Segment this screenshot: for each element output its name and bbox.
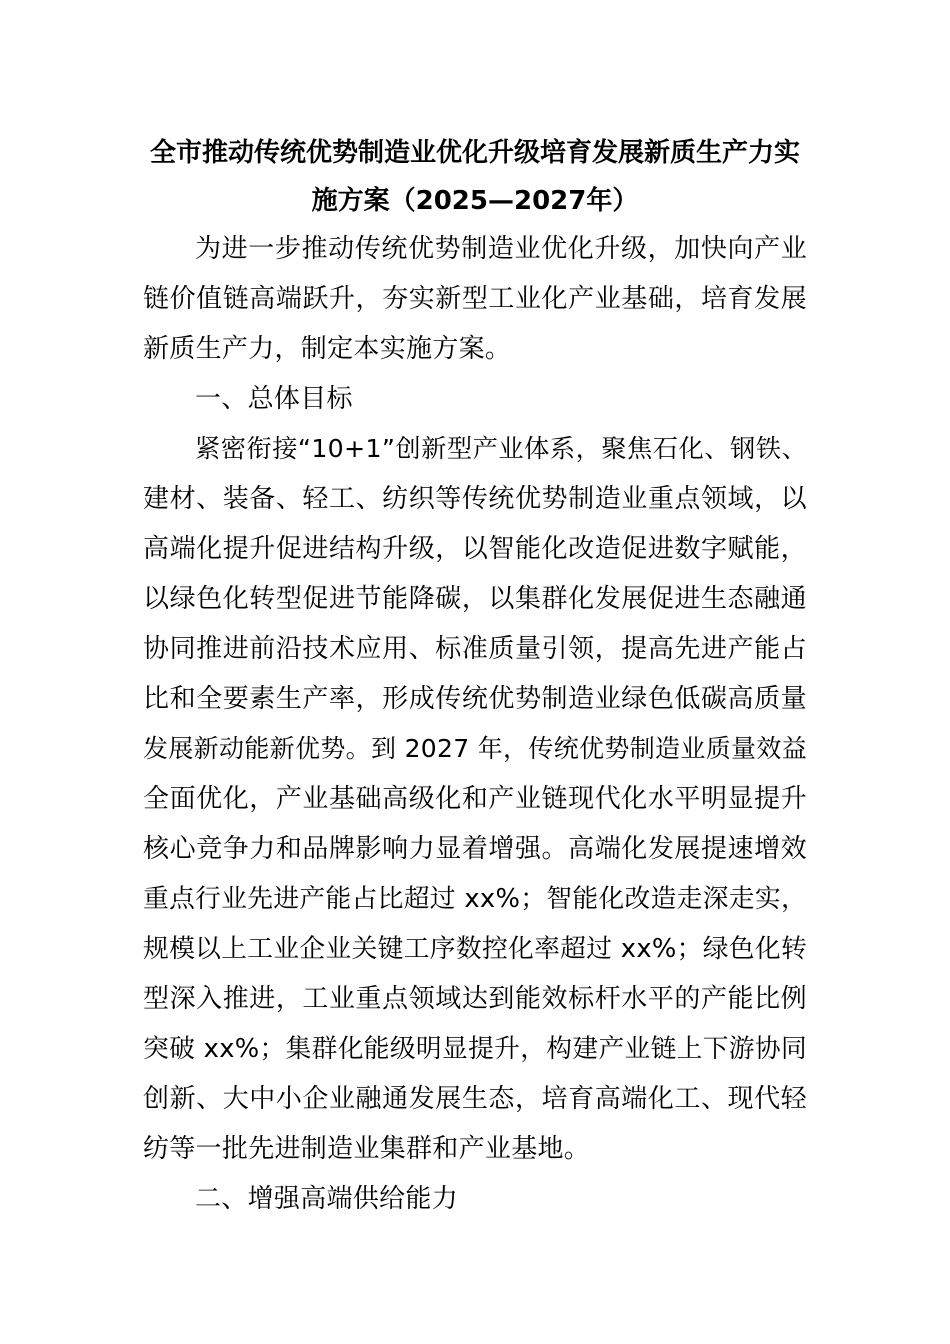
section1-line: 建材、装备、轻工、纺织等传统优势制造业重点领域，以 bbox=[143, 484, 807, 514]
section1-line: 比和全要素生产率，形成传统优势制造业绿色低碳高质量 bbox=[143, 684, 807, 714]
section-heading-2: 二、增强高端供给能力 bbox=[195, 1184, 459, 1214]
section1-line: 协同推进前沿技术应用、标准质量引领，提高先进产能占 bbox=[143, 634, 807, 664]
section1-line: 纺等一批先进制造业集群和产业基地。 bbox=[143, 1134, 591, 1164]
section1-line: 核心竞争力和品牌影响力显着增强。高端化发展提速增效 bbox=[143, 834, 807, 864]
section1-line: 以绿色化转型促进节能降碳，以集群化发展促进生态融通 bbox=[143, 584, 807, 614]
section1-line: 创新、大中小企业融通发展生态，培育高端化工、现代轻 bbox=[143, 1084, 807, 1114]
document-title-line-2: 施方案（2025—2027年） bbox=[311, 186, 639, 216]
section1-line: 发展新动能新优势。到 2027 年，传统优势制造业质量效益 bbox=[143, 734, 807, 763]
intro-line: 为进一步推动传统优势制造业优化升级，加快向产业 bbox=[195, 234, 807, 264]
intro-line: 新质生产力，制定本实施方案。 bbox=[143, 334, 512, 364]
section1-line: 紧密衔接“10+1”创新型产业体系，聚焦石化、钢铁、 bbox=[195, 434, 807, 463]
section1-line: 突破 xx%；集群化能级明显提升，构建产业链上下游协同 bbox=[143, 1034, 807, 1064]
section1-line: 全面优化，产业基础高级化和产业链现代化水平明显提升 bbox=[143, 784, 807, 814]
section1-line: 重点行业先进产能占比超过 xx%；智能化改造走深走实， bbox=[143, 884, 807, 914]
section-heading-1: 一、总体目标 bbox=[195, 384, 353, 414]
intro-line: 链价值链高端跃升，夯实新型工业化产业基础，培育发展 bbox=[143, 284, 807, 314]
document-title-line-1: 全市推动传统优势制造业优化升级培育发展新质生产力实 bbox=[149, 138, 800, 168]
section1-line: 型深入推进，工业重点领域达到能效标杆水平的产能比例 bbox=[143, 984, 807, 1014]
section1-line: 规模以上工业企业关键工序数控化率超过 xx%；绿色化转 bbox=[143, 934, 807, 964]
section1-line: 高端化提升促进结构升级，以智能化改造促进数字赋能， bbox=[143, 534, 807, 564]
